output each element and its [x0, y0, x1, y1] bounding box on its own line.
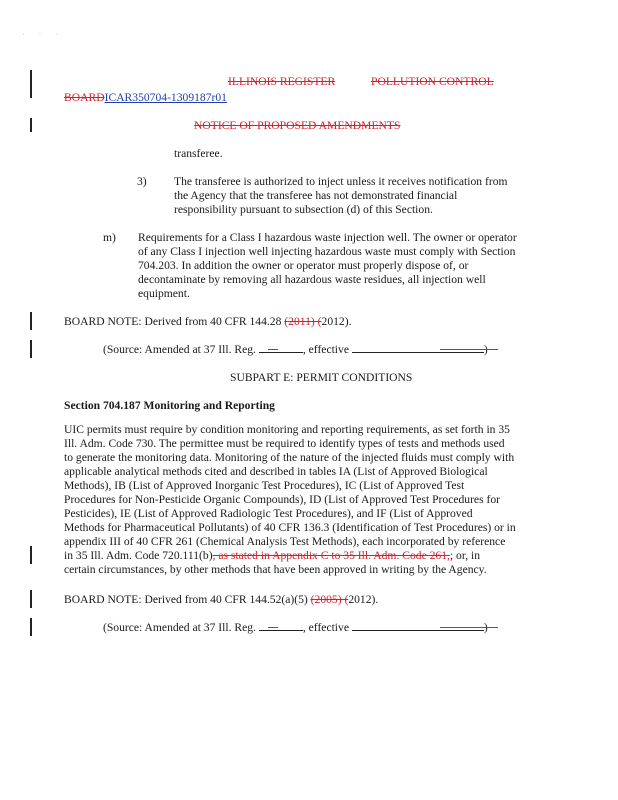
source-1-prefix: (Source: Amended at 37 Ill. Reg.	[103, 343, 259, 356]
strike-mark	[440, 349, 498, 350]
change-bar	[30, 340, 32, 358]
body-line: to generate the monitoring data. Monitoring of the nature of the injected fluids must comply with	[64, 451, 515, 464]
change-bar	[30, 118, 32, 132]
body-line: UIC permits must require by condition monitoring and reporting requirements, as set forth in 35	[64, 423, 510, 436]
board-note-1-struck: (2011) (	[284, 315, 322, 328]
change-bar	[30, 312, 32, 330]
body-line: Methods for Pharmaceutical Pollutants) of 40 CFR 136.3 (Identification of Test Procedures) or in	[64, 521, 516, 534]
source-1-suffix: )	[483, 343, 488, 356]
board-note-2	[64, 593, 378, 607]
strike-mark	[440, 627, 498, 628]
body-line: certain circumstances, by other methods that have been approved in writing by the Agency.	[64, 563, 487, 576]
header-board-line	[64, 91, 227, 105]
strike-mark	[268, 627, 278, 628]
scan-specks: · · ·	[22, 30, 64, 39]
body-line: Pesticides), IE (List of Approved Radiologic Test Procedures), and IF (List of Approved	[64, 507, 473, 520]
itemm-line: equipment.	[138, 287, 190, 300]
source-2-reg-blank	[259, 622, 303, 631]
change-bar	[30, 618, 32, 636]
change-bar	[30, 546, 32, 564]
header-board: BOARD	[64, 91, 105, 104]
itemm-number: m)	[103, 231, 116, 244]
body-line: Procedures for Non-Pesticide Organic Compounds), ID (List of Approved Test Procedures for	[64, 493, 501, 506]
body-line	[64, 549, 480, 563]
section-title: Section 704.187 Monitoring and Reporting	[64, 399, 275, 412]
transferee-text: transferee.	[174, 147, 223, 160]
source-1-mid: , effective	[302, 343, 352, 356]
body-line: Methods), IB (List of Approved Inorganic Test Procedures), IC (List of Approved Test	[64, 479, 465, 492]
board-note-2-struck: (2005) (	[310, 593, 349, 606]
change-bar	[30, 590, 32, 608]
itemm-line: of any Class I injection well injecting hazardous waste must comply with Section	[138, 245, 516, 258]
board-note-2-suffix: 2012).	[348, 593, 379, 606]
header-notice: NOTICE OF PROPOSED AMENDMENTS	[194, 119, 401, 132]
source-2-mid: , effective	[302, 621, 352, 634]
body-line: applicable analytical methods cited and described in tables IA (List of Approved Biological	[64, 465, 488, 478]
board-note-2-prefix: BOARD NOTE: Derived from 40 CFR 144.52(a)(5)	[64, 593, 311, 606]
strike-mark	[268, 349, 278, 350]
header-doc-id: ICAR350704-1309187r01	[104, 91, 227, 104]
body-line: Ill. Adm. Code 730. The permittee must be required to identify types of tests and methods used	[64, 437, 505, 450]
source-2-prefix: (Source: Amended at 37 Ill. Reg.	[103, 621, 259, 634]
body-line: appendix III of 40 CFR 261 (Chemical Analysis Test Methods), each incorporated by reference	[64, 535, 506, 548]
item3-number: 3)	[137, 175, 147, 188]
board-note-1-suffix: 2012).	[321, 315, 352, 328]
item3-line: The transferee is authorized to inject unless it receives notification from	[174, 175, 508, 188]
header-register: ILLINOIS REGISTER	[228, 75, 336, 88]
board-note-1-prefix: BOARD NOTE: Derived from 40 CFR 144.28	[64, 315, 285, 328]
item3-line: the Agency that the transferee has not demonstrated financial	[174, 189, 458, 202]
itemm-line: Requirements for a Class I hazardous waste injection well. The owner or operator	[138, 231, 517, 244]
subpart-heading: SUBPART E: PERMIT CONDITIONS	[230, 371, 413, 384]
header-pollution-control: POLLUTION CONTROL	[371, 75, 494, 88]
source-2	[103, 621, 488, 635]
body-l10-suffix: ; or, in	[449, 549, 481, 562]
body-l10-struck: , as stated in Appendix C to 35 Ill. Adm. Code 261,	[212, 549, 450, 562]
source-1	[103, 343, 488, 357]
source-2-suffix: )	[483, 621, 488, 634]
itemm-line: decontaminate by removing all hazardous waste residues, all injection well	[138, 273, 486, 286]
item3-line: responsibility pursuant to subsection (d) of this Section.	[174, 203, 433, 216]
itemm-line: 704.203. In addition the owner or operator must properly dispose of, or	[138, 259, 469, 272]
change-bar	[30, 70, 32, 98]
board-note-1	[64, 315, 351, 329]
body-l10-prefix: in 35 Ill. Adm. Code 720.111(b)	[64, 549, 213, 562]
source-1-reg-blank	[259, 344, 303, 353]
